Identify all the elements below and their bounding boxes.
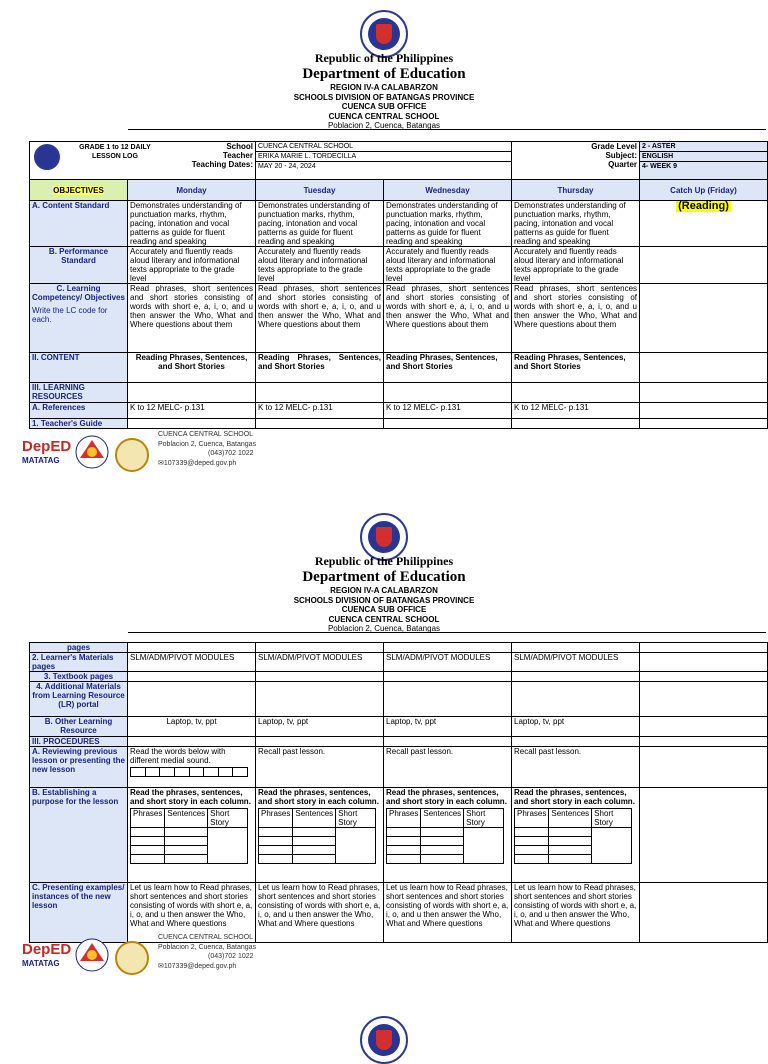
content-row [30, 353, 768, 383]
cell-wed: Recall past lesson. [384, 747, 512, 788]
day-header-row [30, 180, 768, 201]
teacher-value: ERIKA MARIE L. TORDECILLA [256, 152, 511, 162]
cell-tue: Reading Phrases, Sentences, and Short Stories [256, 353, 384, 383]
performance-standard-row [30, 247, 768, 284]
footer-school: CUENCA CENTRAL SCHOOL [158, 431, 254, 438]
content-standard-row [30, 201, 768, 247]
footer-phone: (043)702 1022 [208, 450, 254, 457]
cell-thu: Recall past lesson. [512, 747, 640, 788]
cell-thu: K to 12 MELC- p.131 [512, 403, 640, 419]
cell-wed: Accurately and fluently reads aloud literary and informational texts appropriate to the grade level [384, 247, 512, 284]
deped-seal-icon [34, 144, 60, 170]
mini-header: Phrases [515, 809, 549, 828]
additional-label: 4. Additional Materials from Learning Resource (LR) portal [30, 682, 128, 717]
teacher-guide-row [30, 419, 768, 429]
purpose-label: B. Establishing a purpose for the lesson [30, 788, 128, 883]
mini-header: Sentences [421, 809, 464, 828]
deped-seal-icon [360, 1016, 408, 1064]
content-label: II. CONTENT [30, 353, 128, 383]
quarter-value: 4- WEEK 9 [642, 163, 678, 170]
cell-wed: Let us learn how to Read phrases, short sentences and short stories consisting of words with short e, a, i, o, and u then answer the Who, What and Where questions [384, 883, 512, 943]
resources-label: III. LEARNING RESOURCES [30, 383, 128, 403]
purpose-thu: Read the phrases, sentences, and short story in each column. [514, 788, 635, 806]
cell-fri [640, 247, 768, 284]
friday-header: Catch Up (Friday) [640, 180, 768, 201]
footer-email: 107339@deped.gov.ph [163, 459, 237, 467]
purpose-row [30, 788, 768, 883]
department-title: Department of Education [302, 569, 466, 585]
reading-label: (Reading) [678, 200, 729, 212]
teacher-guide-label: 1. Teacher's Guide [30, 419, 128, 429]
additional-row [30, 682, 768, 717]
textbook-row [30, 672, 768, 682]
footer-address: Poblacion 2, Cuenca, Batangas [158, 440, 257, 448]
deped-logo: DepED [22, 941, 72, 958]
references-label: A. References [30, 403, 128, 419]
mini-header: Sentences [549, 809, 592, 828]
school-value: CUENCA CENTRAL SCHOOL [256, 142, 511, 152]
cell-tue: K to 12 MELC- p.131 [256, 403, 384, 419]
competency-label: C. Learning Competency/ Objectives [32, 284, 125, 302]
content-standard-label: A. Content Standard [30, 201, 128, 247]
page-1 [0, 0, 768, 500]
footer-address: Poblacion 2, Cuenca, Batangas [158, 943, 257, 951]
cell-thu: Let us learn how to Read phrases, short sentences and short stories consisting of words with short e, a, i, o, and u then answer the Who, What and Where questions [512, 883, 640, 943]
cell-fri [640, 353, 768, 383]
reading-table [130, 808, 248, 864]
info-row [30, 142, 768, 180]
mini-header: Sentences [293, 809, 336, 828]
cell-tue: Recall past lesson. [256, 747, 384, 788]
cell-mon: Laptop, tv, ppt [128, 717, 256, 737]
resources-row [30, 383, 768, 403]
cell-mon: Reading Phrases, Sentences, and Short Stories [128, 353, 256, 383]
division-text: SCHOOLS DIVISION OF BATANGAS PROVINCE [293, 595, 475, 605]
mini-header: Short Story [464, 809, 504, 828]
cell-wed: SLM/ADM/PIVOT MODULES [384, 653, 512, 672]
department-title: Department of Education [302, 66, 466, 82]
address-text: Poblacion 2, Cuenca, Batangas [327, 624, 441, 633]
letterhead [0, 554, 768, 634]
bagong-pilipinas-icon [74, 937, 110, 973]
matatag-logo: MATATAG [22, 959, 60, 968]
cell-mon: Demonstrates understanding of punctuation marks, rhythm, pacing, intonation and vocal patterns as guide for fluent reading and speaking [128, 201, 256, 247]
pages-row [30, 643, 768, 653]
textbook-label: 3. Textbook pages [30, 672, 128, 682]
republic-text: Republic of the Philippines [314, 554, 454, 568]
region-text: REGION IV-A CALABARZON [330, 586, 438, 595]
cell-wed: Demonstrates understanding of punctuation marks, rhythm, pacing, intonation and vocal patterns as guide for fluent reading and speaking [384, 201, 512, 247]
office-text: CUENCA SUB OFFICE [341, 605, 427, 614]
footer-email: 107339@deped.gov.ph [163, 962, 237, 970]
performance-standard-label: B. Performance Standard [30, 247, 128, 284]
competency-row [30, 284, 768, 353]
cell-tue: Accurately and fluently reads aloud literary and informational texts appropriate to the grade level [256, 247, 384, 284]
email-icon: ✉ [158, 962, 164, 970]
lesson-log-table [29, 141, 768, 429]
footer-phone: (043)702 1022 [208, 953, 254, 960]
wednesday-header: Wednesday [384, 180, 512, 201]
subject-value: ENGLISH [640, 152, 767, 162]
cell-thu: Demonstrates understanding of punctuation marks, rhythm, pacing, intonation and vocal patterns as guide for fluent reading and speaking [512, 201, 640, 247]
cell-tue: SLM/ADM/PIVOT MODULES [256, 653, 384, 672]
matatag-logo: MATATAG [22, 456, 60, 465]
footer [22, 430, 282, 480]
other-resource-row [30, 717, 768, 737]
school-logo-icon [115, 438, 149, 472]
procedures-label: III. PROCEDURES [30, 737, 128, 747]
school-text: CUENCA CENTRAL SCHOOL [328, 614, 440, 624]
reading-table [386, 808, 504, 864]
dates-value: MAY 20 - 24, 2024 [258, 163, 316, 170]
purpose-mon: Read the phrases, sentences, and short story in each column. [130, 788, 251, 806]
grade-label: Grade Level [591, 142, 638, 151]
other-resource-label: B. Other Learning Resource [30, 717, 128, 737]
footer [22, 933, 282, 983]
learner-row [30, 653, 768, 672]
school-logo-icon [115, 941, 149, 975]
school-label: School [226, 142, 253, 151]
procedures-row [30, 737, 768, 747]
cell-tue: Laptop, tv, ppt [256, 717, 384, 737]
reading-table [514, 808, 632, 864]
cell-mon: K to 12 MELC- p.131 [128, 403, 256, 419]
log-title: GRADE 1 to 12 DAILY LESSON LOG [79, 144, 151, 160]
office-text: CUENCA SUB OFFICE [341, 102, 427, 111]
purpose-wed: Read the phrases, sentences, and short story in each column. [386, 788, 507, 806]
mini-header: Sentences [165, 809, 208, 828]
school-text: CUENCA CENTRAL SCHOOL [328, 111, 440, 121]
learner-label: 2. Learner's Materials pages [30, 653, 128, 672]
competency-note: Write the LC code for each. [32, 306, 108, 324]
review-row [30, 747, 768, 788]
mini-header: Phrases [259, 809, 293, 828]
word-table [130, 767, 248, 777]
subject-label: Subject: [605, 151, 638, 160]
mini-header: Short Story [336, 809, 376, 828]
tuesday-header: Tuesday [256, 180, 384, 201]
cell-wed: Reading Phrases, Sentences, and Short Stories [384, 353, 512, 383]
address-text: Poblacion 2, Cuenca, Batangas [327, 121, 441, 130]
cell-thu: Laptop, tv, ppt [512, 717, 640, 737]
deped-logo: DepED [22, 438, 72, 455]
republic-text: Republic of the Philippines [314, 51, 454, 65]
monday-header: Monday [128, 180, 256, 201]
cell-tue: Read phrases, short sentences and short stories consisting of words with short e, a, i, o, and u then answer the Who, What and Where questions about them [256, 284, 384, 353]
cell-fri [640, 284, 768, 353]
lesson-log-table-continued [29, 642, 768, 943]
mini-header: Phrases [387, 809, 421, 828]
purpose-tue: Read the phrases, sentences, and short story in each column. [258, 788, 379, 806]
thursday-header: Thursday [512, 180, 640, 201]
review-label: A. Reviewing previous lesson or presenting the new lesson [30, 747, 128, 788]
email-icon: ✉ [158, 459, 164, 467]
reading-table [258, 808, 376, 864]
mini-header: Phrases [131, 809, 165, 828]
cell-thu: Reading Phrases, Sentences, and Short Stories [512, 353, 640, 383]
cell-thu: SLM/ADM/PIVOT MODULES [512, 653, 640, 672]
cell-wed: Read phrases, short sentences and short stories consisting of words with short e, a, i, o, and u then answer the Who, What and Where questions about them [384, 284, 512, 353]
region-text: REGION IV-A CALABARZON [330, 83, 438, 92]
mini-header: Short Story [208, 809, 248, 828]
cell-thu: Accurately and fluently reads aloud literary and informational texts appropriate to the grade level [512, 247, 640, 284]
cell-tue: Demonstrates understanding of punctuation marks, rhythm, pacing, intonation and vocal patterns as guide for fluent reading and speaking [256, 201, 384, 247]
letterhead [0, 51, 768, 131]
grade-value: 2 - ASTER [640, 142, 767, 152]
references-row [30, 403, 768, 419]
cell-mon: Accurately and fluently reads aloud literary and informational texts appropriate to the grade level [128, 247, 256, 284]
objectives-header: OBJECTIVES [53, 185, 104, 195]
bagong-pilipinas-icon [74, 434, 110, 470]
examples-label: C. Presenting examples/ instances of the new lesson [30, 883, 128, 943]
header-rule [128, 129, 766, 130]
cell-mon: Read phrases, short sentences and short stories consisting of words with short e, a, i, o, and u then answer the Who, What and Where questions about them [128, 284, 256, 353]
mini-header: Short Story [592, 809, 632, 828]
cell-thu: Read phrases, short sentences and short stories consisting of words with short e, a, i, o, and u then answer the Who, What and Where questions about them [512, 284, 640, 353]
cell-tue: Let us learn how to Read phrases, short sentences and short stories consisting of words with short e, a, i, o, and u then answer the Who, What and Where questions [256, 883, 384, 943]
review-mon: Read the words below with different medial sound. [130, 747, 226, 765]
teacher-label: Teacher [222, 151, 253, 160]
pages-label: pages [30, 643, 128, 653]
division-text: SCHOOLS DIVISION OF BATANGAS PROVINCE [293, 92, 475, 102]
cell-mon: SLM/ADM/PIVOT MODULES [128, 653, 256, 672]
cell-wed: Laptop, tv, ppt [384, 717, 512, 737]
dates-label: Teaching Dates: [191, 160, 253, 169]
header-rule [128, 632, 766, 633]
cell-wed: K to 12 MELC- p.131 [384, 403, 512, 419]
quarter-label: Quarter [608, 160, 638, 169]
page-2 [0, 503, 768, 1003]
cell-mon: Let us learn how to Read phrases, short sentences and short stories consisting of words with short e, a, i, o, and u then answer the Who, What and Where questions [128, 883, 256, 943]
footer-school: CUENCA CENTRAL SCHOOL [158, 934, 254, 941]
